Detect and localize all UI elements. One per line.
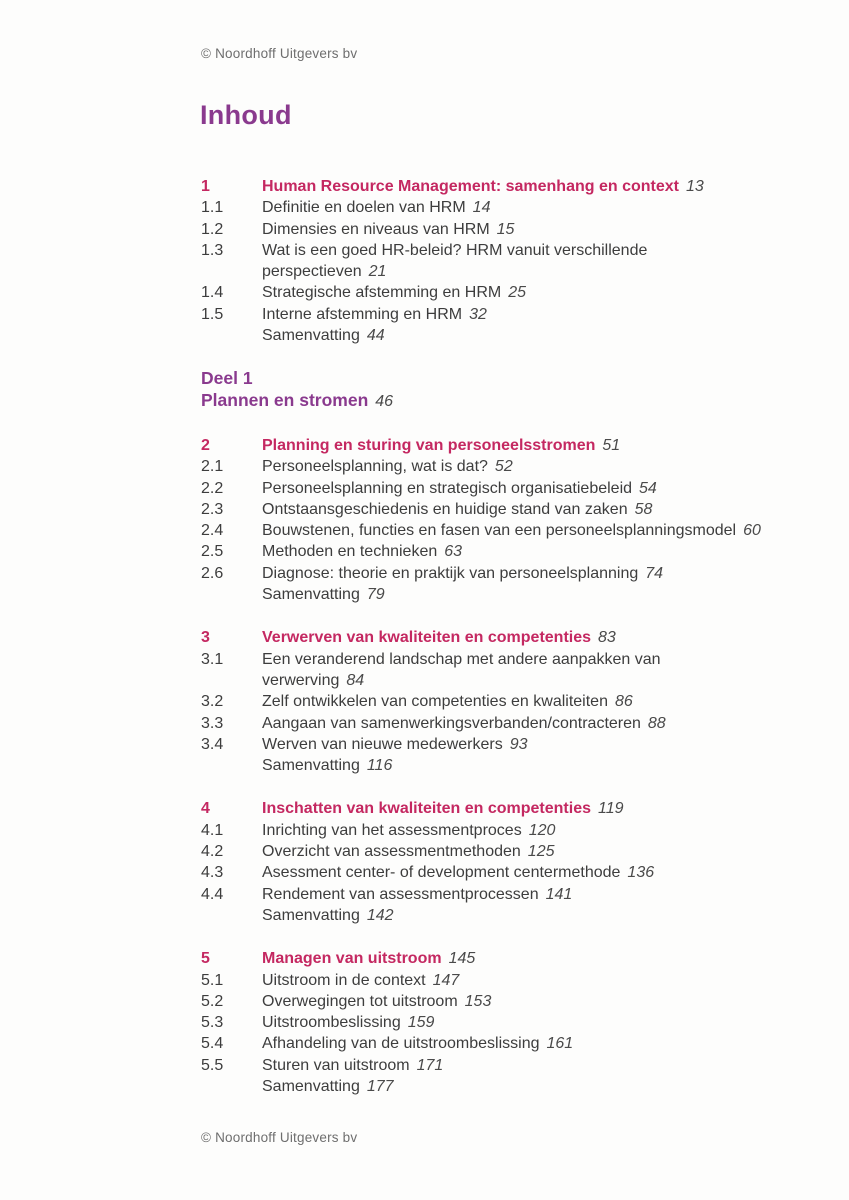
entry-page-number: 15 xyxy=(496,220,515,238)
entry-number: 5.4 xyxy=(201,1035,224,1053)
header-copyright: © Noordhoff Uitgevers bv xyxy=(201,46,358,61)
entry-page-number: 93 xyxy=(509,735,528,753)
toc-entry xyxy=(201,1033,811,1054)
entry-number: 4.4 xyxy=(201,885,224,903)
entry-number: 2.4 xyxy=(201,522,224,540)
entry-number: 2.6 xyxy=(201,564,224,582)
chapter-heading-row xyxy=(201,948,811,969)
chapter-title: Human Resource Management: samenhang en context xyxy=(262,178,679,195)
entry-title: Een veranderend landschap met andere aanpakken van verwerving 84 xyxy=(262,650,661,689)
entry-page-number: 13 xyxy=(685,178,704,195)
entry-page-number: 153 xyxy=(464,992,492,1010)
entry-page-number: 58 xyxy=(634,500,653,518)
entry-page-number: 32 xyxy=(469,305,487,323)
part-title: Plannen en stromen xyxy=(201,390,369,411)
entry-page-number: 141 xyxy=(545,885,573,903)
toc-entry xyxy=(201,755,811,776)
toc-entry xyxy=(201,970,811,991)
entry-title: Overzicht van assessmentmethoden 125 xyxy=(262,843,555,861)
entry-title: Methoden en technieken 63 xyxy=(262,543,463,561)
entry-page-number: 142 xyxy=(366,906,394,924)
entry-page-number: 116 xyxy=(366,757,393,775)
toc-entry xyxy=(201,1076,811,1097)
entry-title: Samenvatting 116 xyxy=(262,757,393,775)
entry-number: 2.3 xyxy=(201,500,224,518)
entry-page-number: 60 xyxy=(743,522,761,540)
toc-entry xyxy=(201,1055,811,1076)
part-title-row xyxy=(201,390,811,413)
entry-title: Werven van nieuwe medewerkers 93 xyxy=(262,735,528,753)
entry-number: 2.1 xyxy=(201,458,224,476)
toc-entry xyxy=(201,649,811,692)
entry-number: 5.1 xyxy=(201,971,224,989)
page-title: Inhoud xyxy=(200,100,292,130)
entry-page-number: 25 xyxy=(508,284,526,302)
toc-entry xyxy=(201,841,811,862)
entry-page-number: 136 xyxy=(627,864,655,882)
entry-title: Definitie en doelen van HRM 14 xyxy=(262,199,491,217)
toc-entry xyxy=(201,991,811,1012)
entry-page-number: 88 xyxy=(647,714,666,732)
toc-entry xyxy=(201,1012,811,1033)
footer-copyright: © Noordhoff Uitgevers bv xyxy=(201,1130,358,1145)
entry-page-number: 84 xyxy=(346,671,365,689)
chapter-number: 4 xyxy=(201,800,210,818)
chapter-title: Managen van uitstroom xyxy=(262,950,442,968)
entry-title: Sturen van uitstroom 171 xyxy=(262,1056,444,1074)
toc-entry xyxy=(201,691,811,712)
toc xyxy=(201,176,811,1119)
entry-number: 1.4 xyxy=(201,284,224,302)
entry-title: Ontstaansgeschiedenis en huidige stand van zaken 58 xyxy=(262,500,653,518)
toc-entry xyxy=(201,304,811,325)
entry-title: Zelf ontwikkelen van competenties en kwaliteiten 86 xyxy=(262,693,633,711)
entry-number: 3.2 xyxy=(201,693,224,711)
chapter-number: 2 xyxy=(201,436,210,454)
toc-entry xyxy=(201,197,811,218)
entry-page-number: 79 xyxy=(366,586,385,604)
toc-chapter-4 xyxy=(201,798,811,926)
chapter-heading-row xyxy=(201,798,811,819)
entry-page-number: 159 xyxy=(407,1014,435,1032)
chapter-title-cell xyxy=(262,798,797,819)
entry-page-number: 52 xyxy=(494,458,513,476)
toc-entry xyxy=(201,713,811,734)
chapter-number: 3 xyxy=(201,629,210,647)
entry-number: 2.5 xyxy=(201,543,224,561)
entry-title: Samenvatting 79 xyxy=(262,586,385,604)
toc-entry xyxy=(201,240,811,283)
entry-title: Interne afstemming en HRM 32 xyxy=(262,305,487,323)
entry-number: 5.5 xyxy=(201,1056,224,1074)
entry-page-number: 83 xyxy=(598,629,616,647)
entry-number: 4.3 xyxy=(201,864,224,882)
entry-title: Samenvatting 142 xyxy=(262,906,394,924)
entry-title: Afhandeling van de uitstroombeslissing 161 xyxy=(262,1035,574,1053)
entry-title: Rendement van assessmentprocessen 141 xyxy=(262,885,573,903)
toc-entry xyxy=(201,499,811,520)
entry-page-number: 125 xyxy=(527,843,555,861)
toc-entry xyxy=(201,325,811,346)
entry-page-number: 161 xyxy=(546,1035,574,1053)
chapter-heading-row xyxy=(201,435,811,456)
entry-page-number: 51 xyxy=(602,436,621,454)
chapter-title: Verwerven van kwaliteiten en competenties xyxy=(262,629,592,647)
toc-entry xyxy=(201,905,811,926)
toc-entry xyxy=(201,282,811,303)
toc-entry xyxy=(201,862,811,883)
entry-number: 1.5 xyxy=(201,305,224,323)
chapter-title-cell xyxy=(262,627,797,648)
toc-entry xyxy=(201,884,811,905)
entry-page-number: 120 xyxy=(528,821,556,839)
entry-number: 3.4 xyxy=(201,735,224,753)
entry-number: 5.3 xyxy=(201,1014,224,1032)
entry-number: 1.2 xyxy=(201,220,224,238)
entry-title: Overwegingen tot uitstroom 153 xyxy=(262,992,492,1010)
entry-page-number: 177 xyxy=(366,1077,394,1095)
chapter-title: Planning en sturing van personeelsstromen xyxy=(262,436,596,454)
entry-title: Wat is een goed HR-beleid? HRM vanuit verschillende perspectieven 21 xyxy=(262,241,648,281)
entry-title: Uitstroombeslissing 159 xyxy=(262,1014,435,1032)
toc-part xyxy=(201,368,811,413)
entry-title: Bouwstenen, functies en fasen van een personeelsplanningsmodel 60 xyxy=(262,522,761,540)
chapter-number: 5 xyxy=(201,950,210,968)
entry-title: Strategische afstemming en HRM 25 xyxy=(262,284,526,302)
chapter-heading-row xyxy=(201,627,811,648)
entry-title: Samenvatting 177 xyxy=(262,1077,394,1095)
toc-entry xyxy=(201,456,811,477)
entry-title: Dimensies en niveaus van HRM 15 xyxy=(262,220,515,238)
chapter-title-cell xyxy=(262,948,797,969)
chapter-heading-row xyxy=(201,176,811,197)
toc-entry xyxy=(201,541,811,562)
entry-page-number: 86 xyxy=(614,693,633,711)
entry-page-number: 145 xyxy=(448,950,476,968)
entry-number: 2.2 xyxy=(201,479,224,497)
entry-title: Inrichting van het assessmentproces 120 xyxy=(262,821,556,839)
entry-title: Uitstroom in de context 147 xyxy=(262,971,460,989)
chapter-number: 1 xyxy=(201,178,210,195)
entry-page-number: 21 xyxy=(368,263,387,281)
entry-number: 4.1 xyxy=(201,821,224,839)
chapter-title-cell xyxy=(262,435,797,456)
entry-number: 1.3 xyxy=(201,241,224,259)
toc-entry xyxy=(201,563,811,584)
entry-page-number: 147 xyxy=(432,971,460,989)
toc-entry xyxy=(201,520,811,541)
toc-chapter-2 xyxy=(201,435,811,605)
entry-title: Samenvatting 44 xyxy=(262,327,385,345)
part-label: Deel 1 xyxy=(201,368,253,389)
toc-chapter-5 xyxy=(201,948,811,1097)
entry-number: 3.1 xyxy=(201,650,224,668)
entry-page-number: 54 xyxy=(639,479,657,497)
entry-title: Asessment center- of development centermethode 136 xyxy=(262,864,655,882)
part-heading xyxy=(201,368,811,413)
entry-page-number: 171 xyxy=(416,1056,444,1074)
entry-page-number: 46 xyxy=(375,393,394,411)
entry-page-number: 74 xyxy=(645,564,664,582)
entry-number: 3.3 xyxy=(201,714,224,732)
chapter-title: Inschatten van kwaliteiten en competenties xyxy=(262,800,591,818)
entry-title: Diagnose: theorie en praktijk van personeelsplanning 74 xyxy=(262,564,664,582)
entry-number: 4.2 xyxy=(201,843,224,861)
toc-chapter-1 xyxy=(201,176,811,346)
entry-title: Personeelsplanning en strategisch organisatiebeleid 54 xyxy=(262,479,657,497)
chapter-title-cell xyxy=(262,176,797,197)
entry-page-number: 14 xyxy=(472,199,491,217)
entry-page-number: 63 xyxy=(444,543,463,561)
entry-page-number: 119 xyxy=(597,800,624,818)
toc-entry xyxy=(201,584,811,605)
entry-number: 1.1 xyxy=(201,199,224,217)
toc-entry xyxy=(201,219,811,240)
entry-number: 5.2 xyxy=(201,992,224,1010)
entry-page-number: 44 xyxy=(366,327,385,345)
toc-chapter-3 xyxy=(201,627,811,776)
toc-entry xyxy=(201,820,811,841)
toc-entry xyxy=(201,478,811,499)
toc-entry xyxy=(201,734,811,755)
entry-title: Aangaan van samenwerkingsverbanden/contracteren 88 xyxy=(262,714,666,732)
entry-title: Personeelsplanning, wat is dat? 52 xyxy=(262,458,513,476)
